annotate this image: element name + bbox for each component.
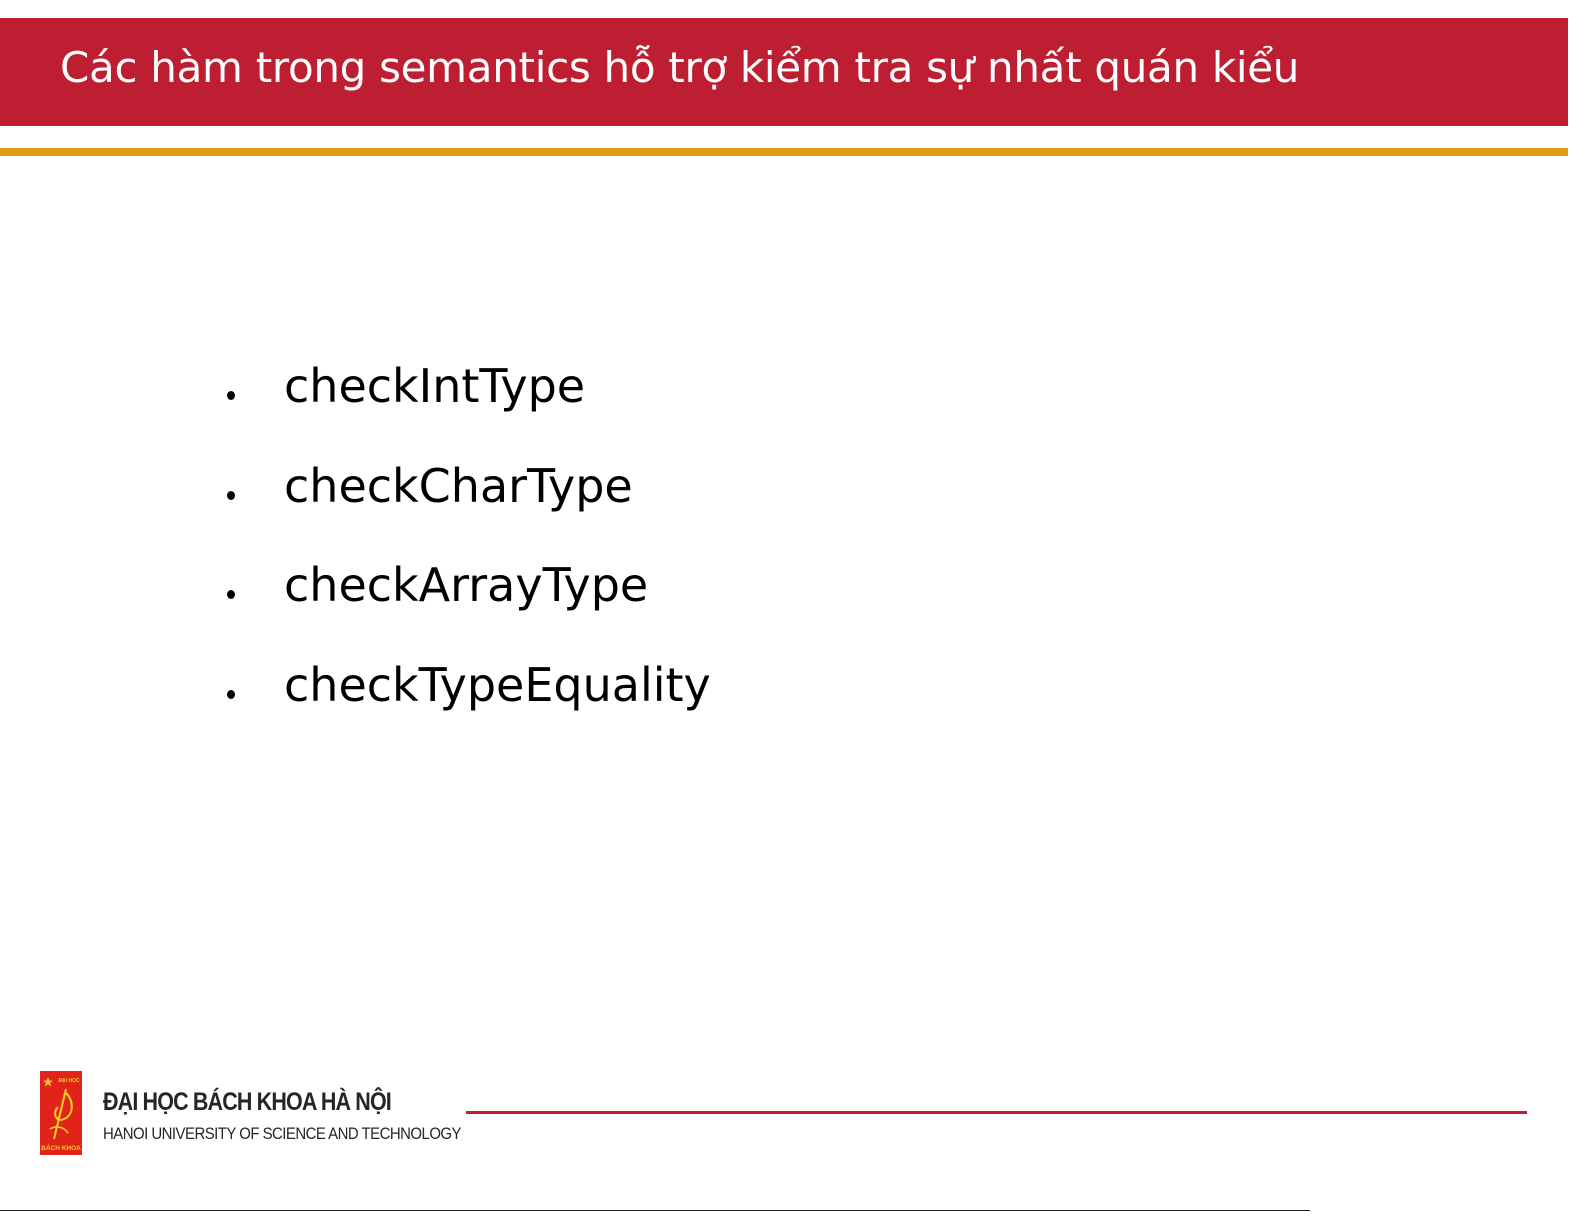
hust-logo-graphic [40, 1071, 82, 1155]
list-item [0, 349, 900, 449]
university-name-vi: ĐẠI HỌC BÁCH KHOA HÀ NỘI [103, 1088, 391, 1116]
list-item-label: checkArrayType [284, 558, 649, 612]
title-divider [0, 148, 1568, 156]
bullet-icon [227, 391, 235, 400]
university-name-en: HANOI UNIVERSITY OF SCIENCE AND TECHNOLOGY [103, 1124, 461, 1143]
logo-top-text: ĐẠI HỌC [58, 1078, 80, 1084]
bullet-icon [227, 690, 235, 699]
hust-logo-icon [40, 1071, 82, 1155]
bullet-icon [227, 491, 235, 500]
slide-title-bar [0, 18, 1568, 126]
list-item-label: checkTypeEquality [284, 657, 711, 712]
page-bottom-edge [0, 1210, 1310, 1211]
slide-title: Các hàm trong semantics hỗ trợ kiểm tra sự nhất quán kiểu [60, 43, 1300, 92]
list-item-label: checkCharType [284, 458, 633, 513]
list-item [0, 449, 900, 549]
bullet-icon [227, 590, 235, 599]
list-item [0, 548, 900, 648]
list-item [0, 648, 900, 748]
list-item-label: checkIntType [284, 359, 586, 413]
function-list [0, 349, 900, 747]
footer-divider [466, 1111, 1527, 1114]
logo-bottom-text: BÁCH KHOA [41, 1145, 81, 1152]
